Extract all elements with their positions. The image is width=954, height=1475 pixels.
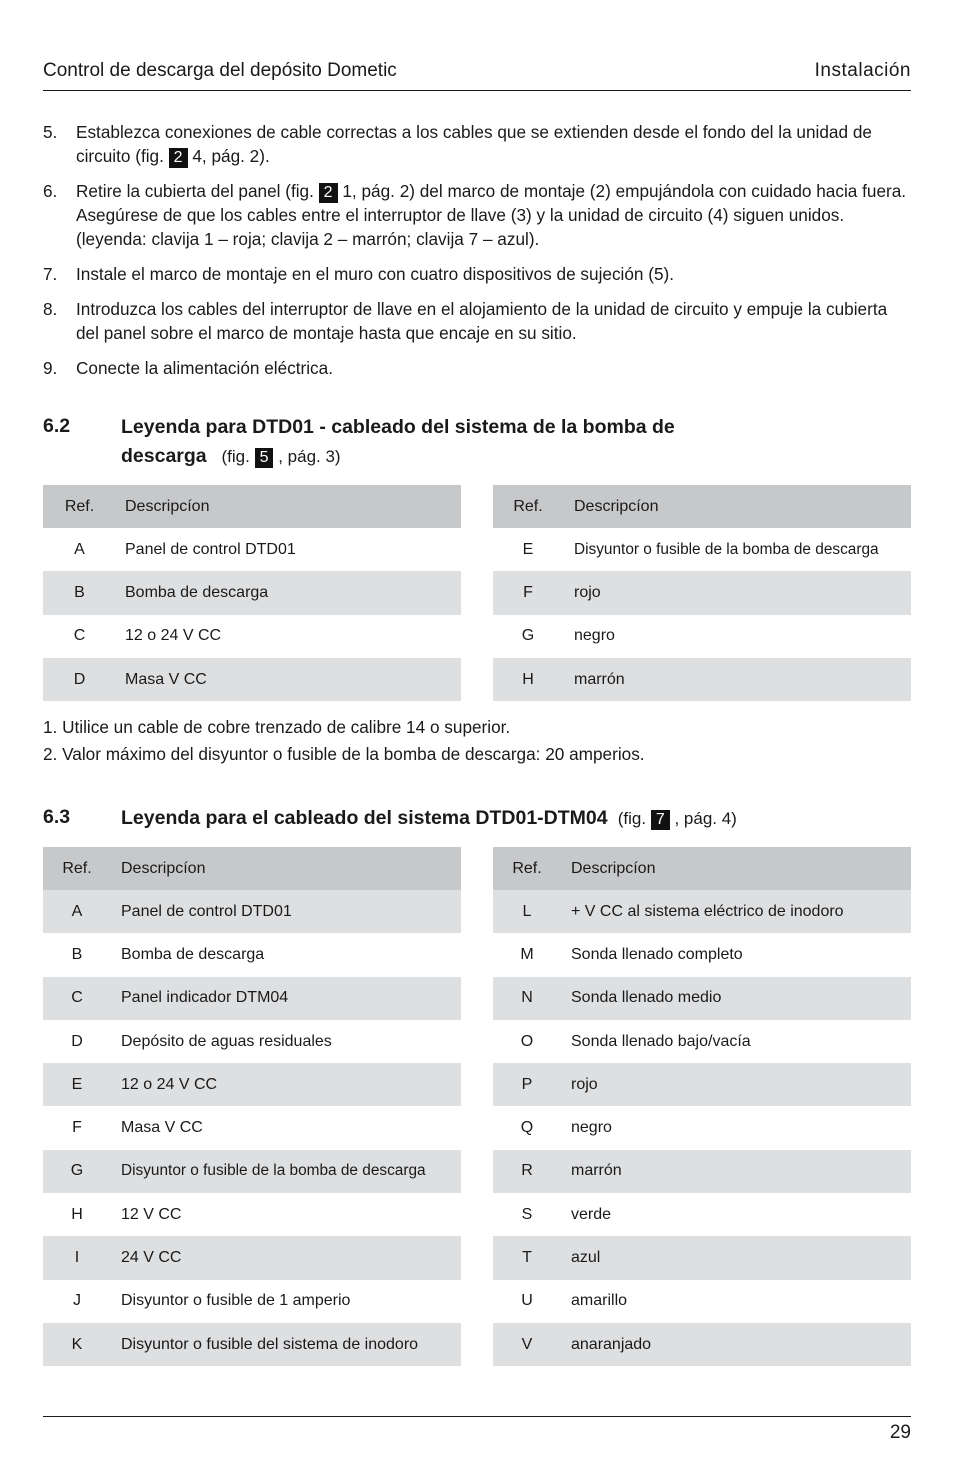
note-item: 1. Utilice un cable de cobre trenzado de calibre 14 o superior. xyxy=(43,717,511,737)
column-header-ref: Ref. xyxy=(43,847,111,890)
table-row: E Disyuntor o fusible de la bomba de descarga xyxy=(522,540,879,558)
legend-table-6-2-right xyxy=(493,485,911,701)
footer-divider xyxy=(43,1416,911,1417)
table-row: F Masa V CC xyxy=(72,1119,203,1137)
legend-table-6-2-left xyxy=(43,485,461,701)
table-row: V anaranjado xyxy=(493,1323,911,1366)
column-header-description: Descripcíon xyxy=(116,485,461,528)
table-header-row xyxy=(43,485,461,528)
table-row: H marrón xyxy=(493,658,911,701)
column-header-ref: Ref. xyxy=(493,485,563,528)
figure-reference: (fig. 7 , pág. 4) xyxy=(617,809,737,828)
installation-steps xyxy=(43,120,911,391)
step-5: 5. Establezca conexiones de cable correctas a los cables que se extienden desde el fondo del la unidad de circuito (fig. 2 4, pág. 2). xyxy=(43,122,872,166)
page-header xyxy=(43,60,911,91)
table-row: C 12 o 24 V CC xyxy=(73,627,222,645)
column-header-description: Descripcíon xyxy=(563,485,911,528)
table-row: C Panel indicador DTM04 xyxy=(43,977,461,1020)
table-row: G Disyuntor o fusible de la bomba de descarga xyxy=(43,1150,461,1193)
section-number: 6.2 xyxy=(43,415,71,437)
column-header-description: Descripcíon xyxy=(111,847,461,890)
table-row: M Sonda llenado completo xyxy=(520,945,743,963)
figure-reference: (fig. 5 , pág. 3) xyxy=(221,447,341,466)
table-header-row xyxy=(43,847,461,890)
figure-ref-box: 5 xyxy=(255,448,274,468)
column-header-ref: Ref. xyxy=(43,485,116,528)
section-title: Leyenda para DTD01 - cableado del sistema de la bomba de descarga (fig. 5 , pág. 3) xyxy=(121,416,675,467)
legend-table-6-3-left xyxy=(43,847,461,1366)
table-row: D Depósito de aguas residuales xyxy=(71,1032,332,1050)
column-header-ref: Ref. xyxy=(493,847,561,890)
table-row: B Bomba de descarga xyxy=(71,945,265,963)
section-6-3-heading xyxy=(43,804,911,836)
table-row: D Masa V CC xyxy=(43,658,461,701)
table-notes xyxy=(43,714,911,768)
table-row: K Disyuntor o fusible del sistema de inodoro xyxy=(43,1323,461,1366)
table-header-row xyxy=(493,485,911,528)
figure-ref-box: 7 xyxy=(651,810,670,830)
table-row: Q negro xyxy=(520,1119,612,1137)
table-row: A Panel de control DTD01 xyxy=(43,890,461,933)
table-row: O Sonda llenado bajo/vacía xyxy=(520,1032,751,1050)
table-row: B Bomba de descarga xyxy=(43,571,461,614)
section-title: Leyenda para el cableado del sistema DTD01-DTM04 (fig. 7 , pág. 4) xyxy=(121,807,737,829)
table-row: U amarillo xyxy=(521,1292,628,1310)
note-item: 2. Valor máximo del disyuntor o fusible de la bomba de descarga: 20 amperios. xyxy=(43,744,645,764)
step-8: 8. Introduzca los cables del interruptor de llave en el alojamiento de la unidad de circuito y empuje la cubierta del panel sobre el marco de montaje hasta que encaje en su sitio. xyxy=(43,299,888,343)
step-7: 7. Instale el marco de montaje en el muro con cuatro dispositivos de sujeción (5). xyxy=(43,264,675,284)
table-row: T azul xyxy=(493,1236,911,1279)
table-header-row xyxy=(493,847,911,890)
chapter-name: Instalación xyxy=(814,60,911,81)
table-row: A Panel de control DTD01 xyxy=(74,540,296,558)
table-row: L + V CC al sistema eléctrico de inodoro xyxy=(493,890,911,933)
legend-table-6-3-right xyxy=(493,847,911,1366)
table-row: J Disyuntor o fusible de 1 amperio xyxy=(73,1292,351,1310)
table-row: G negro xyxy=(521,627,615,645)
figure-ref-box: 2 xyxy=(169,148,188,168)
table-row: F rojo xyxy=(493,571,911,614)
section-number: 6.3 xyxy=(43,806,71,828)
column-header-description: Descripcíon xyxy=(561,847,911,890)
document-title: Control de descarga del depósito Dometic xyxy=(43,60,397,81)
table-row: H 12 V CC xyxy=(71,1205,182,1223)
step-9: 9. Conecte la alimentación eléctrica. xyxy=(43,358,333,378)
page-number: 29 xyxy=(889,1422,911,1443)
table-row: P rojo xyxy=(493,1063,911,1106)
section-6-2-heading xyxy=(43,413,911,475)
table-row: R marrón xyxy=(493,1150,911,1193)
table-row: I 24 V CC xyxy=(43,1236,461,1279)
step-6: 6. Retire la cubierta del panel (fig. 2 1, pág. 2) del marco de montaje (2) empujándola con cuidado hacia fuera. Asegúrese de que los cables entre el interruptor de llave (3) y la unidad de circuito (4) siguen unidos. (leyenda: clavija 1 – roja; clavija 2 – marrón; clavija 7 – azul). xyxy=(43,181,907,249)
table-row: S verde xyxy=(521,1205,612,1223)
table-row: E 12 o 24 V CC xyxy=(43,1063,461,1106)
figure-ref-box: 2 xyxy=(319,183,338,203)
table-row: N Sonda llenado medio xyxy=(493,977,911,1020)
